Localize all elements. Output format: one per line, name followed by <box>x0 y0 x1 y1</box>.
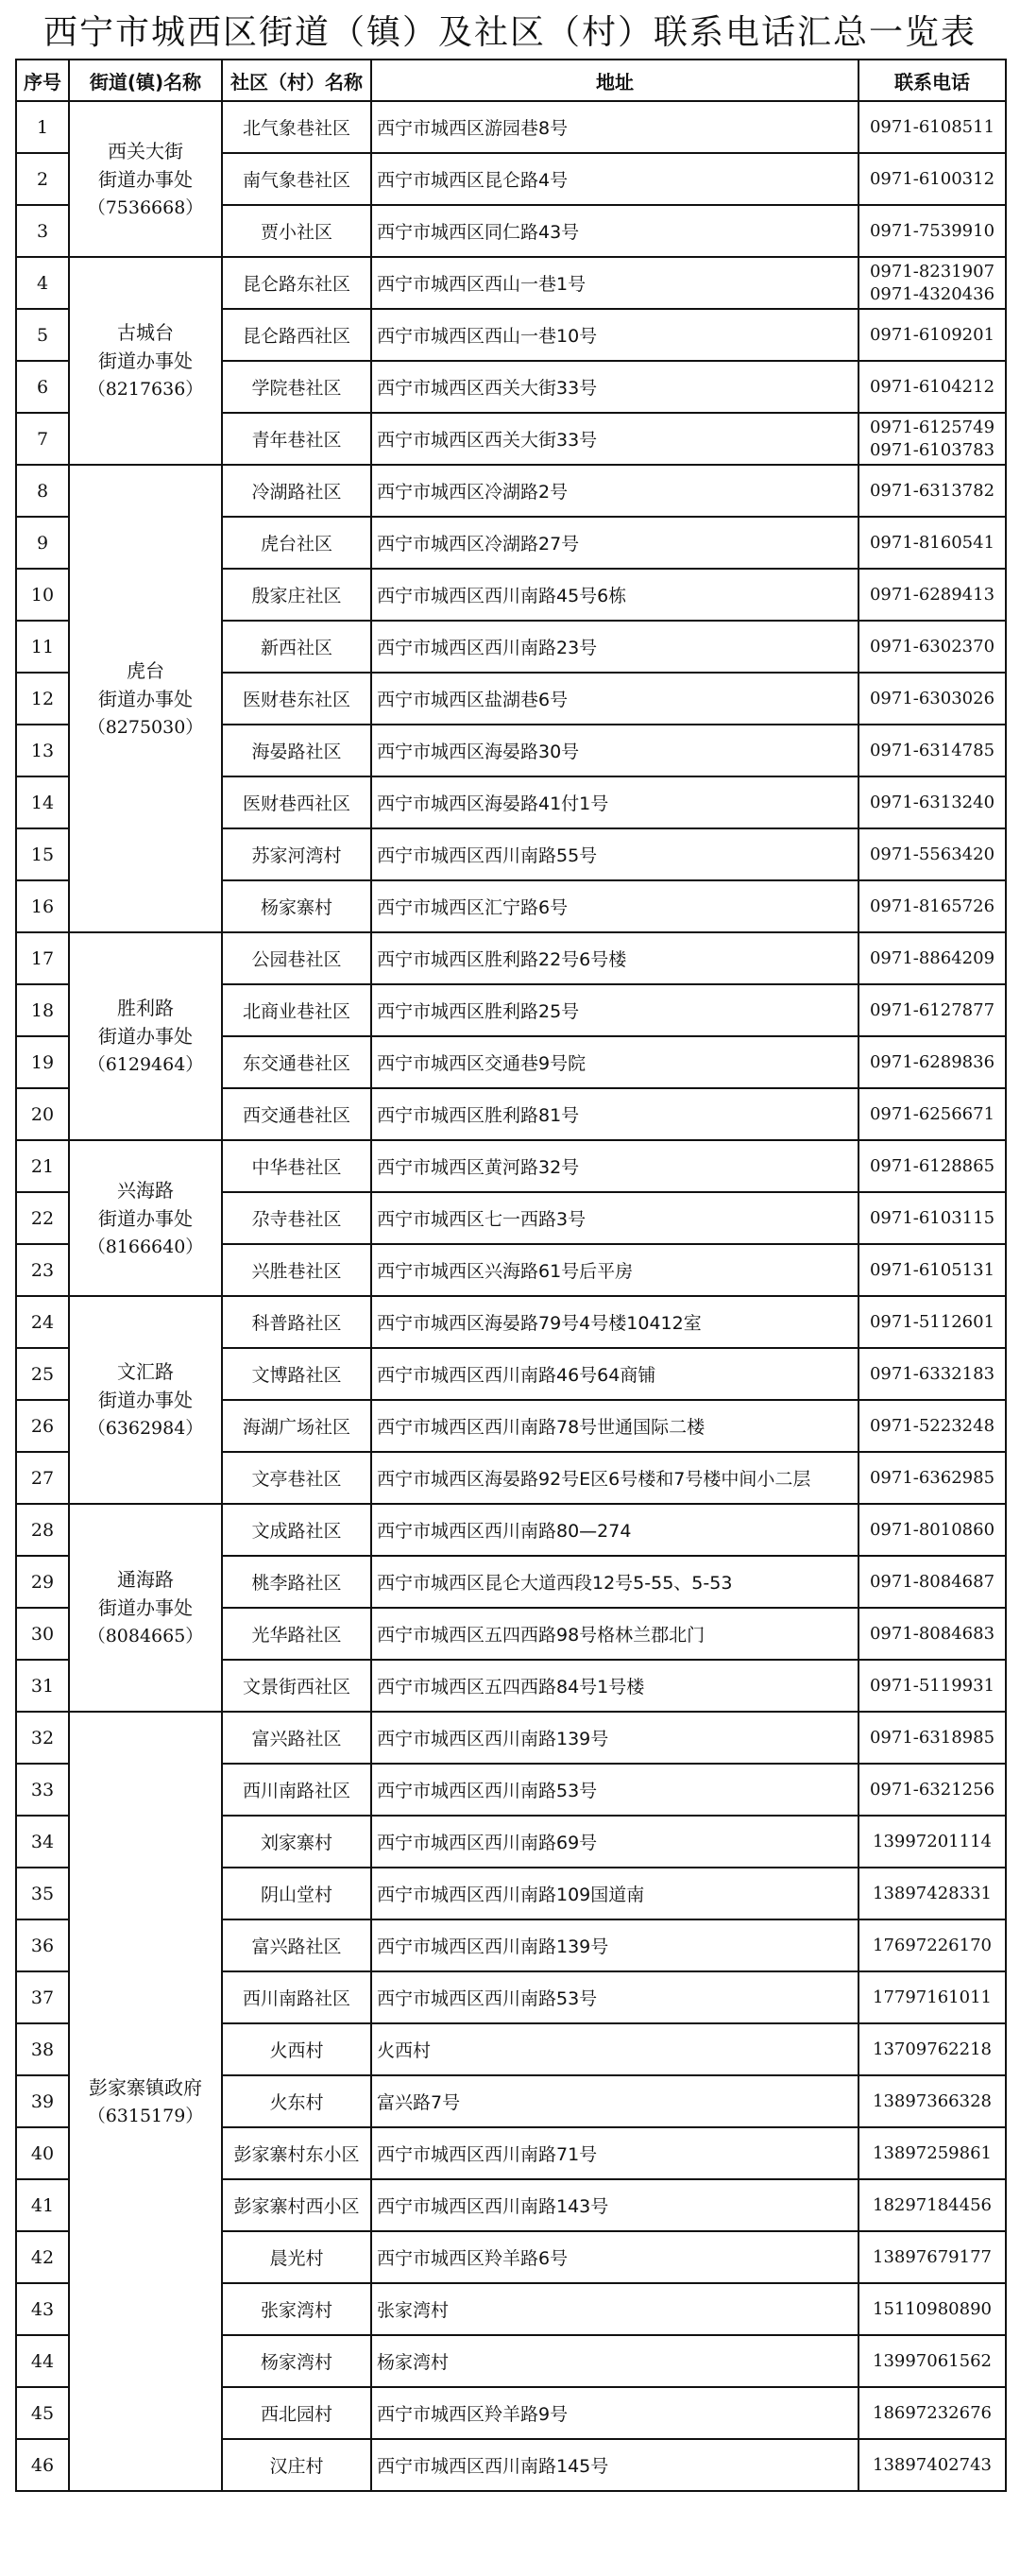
community-name: 西川南路社区 <box>222 1971 371 2023</box>
phone-cell <box>858 153 1006 205</box>
page-title: 西宁市城西区街道（镇）及社区（村）联系电话汇总一览表 <box>42 13 977 52</box>
row-index: 40 <box>16 2127 69 2179</box>
row-index: 28 <box>16 1504 69 1556</box>
phone-number: 0971-6125749 <box>869 417 995 437</box>
community-name: 阴山堂村 <box>222 1868 371 1919</box>
street-office-name: 通海路 <box>117 1568 174 1591</box>
community-name: 科普路社区 <box>222 1296 371 1348</box>
row-index: 18 <box>16 984 69 1036</box>
phone-number: 0971-5112601 <box>869 1311 995 1332</box>
phone-number: 0971-8084683 <box>869 1623 995 1644</box>
phone-cell <box>858 361 1006 413</box>
phone-number: 0971-6109201 <box>869 324 995 345</box>
row-index: 10 <box>16 569 69 621</box>
address: 西宁市城西区昆仑路4号 <box>371 153 858 205</box>
address: 西宁市城西区西川南路143号 <box>371 2179 858 2231</box>
address: 富兴路7号 <box>371 2075 858 2127</box>
row-index: 19 <box>16 1036 69 1088</box>
address: 火西村 <box>371 2023 858 2075</box>
street-office-name: 文汇路 <box>117 1360 174 1383</box>
row-index: 2 <box>16 153 69 205</box>
street-office-cell <box>69 1712 222 2491</box>
row-index: 15 <box>16 828 69 880</box>
row-index: 46 <box>16 2439 69 2491</box>
community-name: 晨光村 <box>222 2231 371 2283</box>
community-name: 西北园村 <box>222 2387 371 2439</box>
row-index: 33 <box>16 1764 69 1816</box>
row-index: 43 <box>16 2283 69 2335</box>
phone-cell <box>858 2439 1006 2491</box>
phone-number: 0971-7539910 <box>869 220 995 241</box>
phone-number: 13897259861 <box>873 2142 992 2163</box>
phone-cell <box>858 1608 1006 1660</box>
address: 西宁市城西区海晏路92号E区6号楼和7号楼中间小二层 <box>371 1452 858 1504</box>
community-name: 西川南路社区 <box>222 1764 371 1816</box>
row-index: 38 <box>16 2023 69 2075</box>
street-office-name: 古城台 <box>117 321 174 344</box>
phone-number: 0971-6303026 <box>869 688 995 708</box>
street-office-cell <box>69 932 222 1140</box>
phone-cell <box>858 2231 1006 2283</box>
street-office-name: 街道办事处 <box>98 167 193 191</box>
phone-number: 13709762218 <box>873 2039 992 2059</box>
row-index: 1 <box>16 101 69 153</box>
community-name: 中华巷社区 <box>222 1140 371 1192</box>
community-name: 医财巷东社区 <box>222 673 371 725</box>
address: 西宁市城西区西川南路23号 <box>371 621 858 673</box>
row-index: 9 <box>16 517 69 569</box>
address: 西宁市城西区冷湖路2号 <box>371 465 858 517</box>
phone-number: 13997061562 <box>873 2350 992 2371</box>
community-name: 杨家湾村 <box>222 2335 371 2387</box>
phone-number: 17697226170 <box>873 1935 992 1955</box>
row-index: 34 <box>16 1816 69 1868</box>
row-index: 32 <box>16 1712 69 1764</box>
community-name: 文成路社区 <box>222 1504 371 1556</box>
address: 西宁市城西区五四西路84号1号楼 <box>371 1660 858 1712</box>
phone-cell <box>858 673 1006 725</box>
address: 西宁市城西区游园巷8号 <box>371 101 858 153</box>
phone-number: 0971-8231907 <box>869 261 995 281</box>
phone-cell <box>858 984 1006 1036</box>
phone-cell <box>858 465 1006 517</box>
row-index: 22 <box>16 1192 69 1244</box>
table-row <box>16 1296 1006 1348</box>
community-name: 殷家庄社区 <box>222 569 371 621</box>
community-name: 北商业巷社区 <box>222 984 371 1036</box>
phone-cell <box>858 1296 1006 1348</box>
phone-cell <box>858 1140 1006 1192</box>
row-index: 25 <box>16 1348 69 1400</box>
phone-number: 0971-8160541 <box>869 532 995 553</box>
table-row <box>16 465 1006 517</box>
address: 西宁市城西区西川南路139号 <box>371 1712 858 1764</box>
community-name: 东交通巷社区 <box>222 1036 371 1088</box>
table-row <box>16 101 1006 153</box>
row-index: 16 <box>16 880 69 932</box>
street-office-name: 胜利路 <box>117 997 174 1019</box>
phone-cell <box>858 413 1006 465</box>
phone-number: 0971-6256671 <box>869 1103 995 1124</box>
row-index: 8 <box>16 465 69 517</box>
address: 西宁市城西区西川南路109国道南 <box>371 1868 858 1919</box>
street-office-name: 街道办事处 <box>98 350 193 372</box>
phone-cell <box>858 2283 1006 2335</box>
community-name: 海湖广场社区 <box>222 1400 371 1452</box>
phone-number: 18697232676 <box>873 2402 992 2423</box>
street-office-phone: （6315179） <box>87 2105 204 2126</box>
community-name: 医财巷西社区 <box>222 776 371 828</box>
community-name: 南气象巷社区 <box>222 153 371 205</box>
phone-number: 0971-5223248 <box>869 1415 995 1436</box>
row-index: 39 <box>16 2075 69 2127</box>
community-name: 杨家寨村 <box>222 880 371 932</box>
community-name: 火东村 <box>222 2075 371 2127</box>
address: 西宁市城西区西川南路55号 <box>371 828 858 880</box>
row-index: 31 <box>16 1660 69 1712</box>
row-index: 23 <box>16 1244 69 1296</box>
street-office-phone: （8166640） <box>87 1236 204 1257</box>
phone-cell <box>858 517 1006 569</box>
community-name: 桃李路社区 <box>222 1556 371 1608</box>
phone-cell <box>858 569 1006 621</box>
header-street: 街道(镇)名称 <box>69 60 222 101</box>
community-name: 刘家寨村 <box>222 1816 371 1868</box>
phone-cell <box>858 2075 1006 2127</box>
phone-number: 17797161011 <box>873 1987 992 2007</box>
community-name: 火西村 <box>222 2023 371 2075</box>
community-name: 学院巷社区 <box>222 361 371 413</box>
phone-cell <box>858 1088 1006 1140</box>
street-office-cell <box>69 101 222 257</box>
row-index: 5 <box>16 309 69 361</box>
row-index: 12 <box>16 673 69 725</box>
street-office-phone: （7536668） <box>87 196 204 218</box>
address: 西宁市城西区胜利路25号 <box>371 984 858 1036</box>
phone-number: 0971-8010860 <box>869 1519 995 1540</box>
phone-cell <box>858 1919 1006 1971</box>
row-index: 44 <box>16 2335 69 2387</box>
contact-table <box>15 59 1007 2492</box>
phone-number: 0971-6321256 <box>869 1779 995 1800</box>
phone-number: 0971-5119931 <box>869 1675 995 1696</box>
phone-number: 0971-6103783 <box>869 439 995 460</box>
phone-cell <box>858 725 1006 776</box>
phone-cell <box>858 309 1006 361</box>
phone-number: 13897366328 <box>873 2090 992 2111</box>
header-community: 社区（村）名称 <box>222 60 371 101</box>
address: 西宁市城西区冷湖路27号 <box>371 517 858 569</box>
community-name: 西交通巷社区 <box>222 1088 371 1140</box>
header-index: 序号 <box>16 60 69 101</box>
address: 西宁市城西区同仁路43号 <box>371 205 858 257</box>
row-index: 11 <box>16 621 69 673</box>
phone-number: 0971-6313240 <box>869 792 995 812</box>
address: 西宁市城西区羚羊路6号 <box>371 2231 858 2283</box>
table-row <box>16 257 1006 309</box>
address: 西宁市城西区交通巷9号院 <box>371 1036 858 1088</box>
phone-cell <box>858 101 1006 153</box>
community-name: 兴胜巷社区 <box>222 1244 371 1296</box>
address: 杨家湾村 <box>371 2335 858 2387</box>
community-name: 虎台社区 <box>222 517 371 569</box>
header-phone: 联系电话 <box>858 60 1006 101</box>
row-index: 41 <box>16 2179 69 2231</box>
phone-cell <box>858 1244 1006 1296</box>
row-index: 17 <box>16 932 69 984</box>
row-index: 3 <box>16 205 69 257</box>
phone-cell <box>858 1816 1006 1868</box>
community-name: 彭家寨村西小区 <box>222 2179 371 2231</box>
phone-number: 0971-6108511 <box>869 116 995 137</box>
phone-number: 0971-6105131 <box>869 1259 995 1280</box>
address: 张家湾村 <box>371 2283 858 2335</box>
row-index: 14 <box>16 776 69 828</box>
community-name: 汉庄村 <box>222 2439 371 2491</box>
row-index: 21 <box>16 1140 69 1192</box>
row-index: 13 <box>16 725 69 776</box>
address: 西宁市城西区海晏路79号4号楼10412室 <box>371 1296 858 1348</box>
table-body <box>16 101 1006 2491</box>
phone-number: 0971-6104212 <box>869 376 995 397</box>
address: 西宁市城西区昆仑大道西段12号5-55、5-53 <box>371 1556 858 1608</box>
street-office-phone: （8084665） <box>87 1626 204 1646</box>
street-office-phone: （6129464） <box>87 1054 204 1075</box>
phone-cell <box>858 1504 1006 1556</box>
row-index: 6 <box>16 361 69 413</box>
row-index: 30 <box>16 1608 69 1660</box>
address: 西宁市城西区汇宁路6号 <box>371 880 858 932</box>
street-office-name: 街道办事处 <box>98 1596 193 1619</box>
address: 西宁市城西区五四西路98号格林兰郡北门 <box>371 1608 858 1660</box>
address: 西宁市城西区西川南路69号 <box>371 1816 858 1868</box>
street-office-name: 街道办事处 <box>98 1389 193 1411</box>
address: 西宁市城西区西川南路46号64商铺 <box>371 1348 858 1400</box>
community-name: 昆仑路西社区 <box>222 309 371 361</box>
street-office-name: 街道办事处 <box>98 687 193 710</box>
row-index: 37 <box>16 1971 69 2023</box>
phone-cell <box>858 1660 1006 1712</box>
row-index: 24 <box>16 1296 69 1348</box>
phone-cell <box>858 1868 1006 1919</box>
row-index: 36 <box>16 1919 69 1971</box>
phone-number: 13897402743 <box>873 2454 992 2475</box>
community-name: 苏家河湾村 <box>222 828 371 880</box>
address: 西宁市城西区胜利路22号6号楼 <box>371 932 858 984</box>
row-index: 45 <box>16 2387 69 2439</box>
address: 西宁市城西区西川南路71号 <box>371 2127 858 2179</box>
address: 西宁市城西区海晏路41付1号 <box>371 776 858 828</box>
phone-number: 0971-8084687 <box>869 1571 995 1592</box>
address: 西宁市城西区兴海路61号后平房 <box>371 1244 858 1296</box>
address: 西宁市城西区西山一巷1号 <box>371 257 858 309</box>
table-row <box>16 1504 1006 1556</box>
address: 西宁市城西区海晏路30号 <box>371 725 858 776</box>
row-index: 4 <box>16 257 69 309</box>
community-name: 海晏路社区 <box>222 725 371 776</box>
address: 西宁市城西区七一西路3号 <box>371 1192 858 1244</box>
street-office-cell <box>69 1504 222 1712</box>
phone-number: 0971-6314785 <box>869 740 995 760</box>
table-row <box>16 1140 1006 1192</box>
row-index: 29 <box>16 1556 69 1608</box>
phone-number: 0971-8165726 <box>869 896 995 916</box>
address: 西宁市城西区羚羊路9号 <box>371 2387 858 2439</box>
phone-number: 0971-5563420 <box>869 844 995 864</box>
phone-cell <box>858 257 1006 309</box>
street-office-name: 街道办事处 <box>98 1206 193 1230</box>
phone-number: 13897679177 <box>873 2246 992 2267</box>
phone-number: 0971-6289836 <box>869 1051 995 1072</box>
address: 西宁市城西区西川南路78号世通国际二楼 <box>371 1400 858 1452</box>
community-name: 富兴路社区 <box>222 1712 371 1764</box>
phone-number: 0971-4320436 <box>869 283 995 304</box>
street-office-phone: （8275030） <box>87 716 204 738</box>
phone-cell <box>858 776 1006 828</box>
phone-cell <box>858 2023 1006 2075</box>
phone-number: 0971-8864209 <box>869 947 995 968</box>
community-name: 昆仑路东社区 <box>222 257 371 309</box>
phone-number: 0971-6362985 <box>869 1467 995 1488</box>
street-office-phone: （6362984） <box>87 1418 204 1439</box>
community-name: 文博路社区 <box>222 1348 371 1400</box>
address: 西宁市城西区西川南路45号6栋 <box>371 569 858 621</box>
phone-number: 0971-6127877 <box>869 999 995 1020</box>
phone-cell <box>858 1400 1006 1452</box>
address: 西宁市城西区西川南路53号 <box>371 1764 858 1816</box>
phone-number: 13897428331 <box>873 1883 992 1903</box>
street-office-name: 虎台 <box>127 658 164 682</box>
phone-cell <box>858 2127 1006 2179</box>
phone-cell <box>858 1348 1006 1400</box>
phone-cell <box>858 205 1006 257</box>
address: 西宁市城西区西川南路145号 <box>371 2439 858 2491</box>
phone-cell <box>858 2387 1006 2439</box>
street-office-cell <box>69 1296 222 1504</box>
phone-number: 0971-6318985 <box>869 1727 995 1748</box>
community-name: 文景街西社区 <box>222 1660 371 1712</box>
phone-cell <box>858 621 1006 673</box>
phone-number: 15110980890 <box>873 2298 992 2319</box>
address: 西宁市城西区黄河路32号 <box>371 1140 858 1192</box>
address: 西宁市城西区西川南路53号 <box>371 1971 858 2023</box>
community-name: 公园巷社区 <box>222 932 371 984</box>
row-index: 7 <box>16 413 69 465</box>
header-address: 地址 <box>371 60 858 101</box>
row-index: 26 <box>16 1400 69 1452</box>
phone-cell <box>858 1556 1006 1608</box>
street-office-cell <box>69 257 222 465</box>
phone-number: 0971-6128865 <box>869 1155 995 1176</box>
address: 西宁市城西区西川南路139号 <box>371 1919 858 1971</box>
row-index: 35 <box>16 1868 69 1919</box>
address: 西宁市城西区西山一巷10号 <box>371 309 858 361</box>
community-name: 新西社区 <box>222 621 371 673</box>
community-name: 北气象巷社区 <box>222 101 371 153</box>
phone-cell <box>858 2335 1006 2387</box>
phone-number: 0971-6313782 <box>869 480 995 501</box>
table-row <box>16 1712 1006 1764</box>
street-office-name: 彭家寨镇政府 <box>89 2075 202 2099</box>
community-name: 富兴路社区 <box>222 1919 371 1971</box>
phone-number: 0971-6100312 <box>869 168 995 189</box>
community-name: 文亭巷社区 <box>222 1452 371 1504</box>
street-office-cell <box>69 465 222 932</box>
community-name: 青年巷社区 <box>222 413 371 465</box>
address: 西宁市城西区西川南路80—274 <box>371 1504 858 1556</box>
address: 西宁市城西区胜利路81号 <box>371 1088 858 1140</box>
phone-cell <box>858 1452 1006 1504</box>
community-name: 贾小社区 <box>222 205 371 257</box>
phone-number: 0971-6332183 <box>869 1363 995 1384</box>
address: 西宁市城西区西关大街33号 <box>371 413 858 465</box>
phone-cell <box>858 932 1006 984</box>
community-name: 光华路社区 <box>222 1608 371 1660</box>
row-index: 42 <box>16 2231 69 2283</box>
phone-number: 0971-6103115 <box>869 1207 995 1228</box>
phone-number: 18297184456 <box>873 2194 992 2215</box>
address: 西宁市城西区西关大街33号 <box>371 361 858 413</box>
table-row <box>16 932 1006 984</box>
street-office-name: 兴海路 <box>117 1178 174 1202</box>
phone-cell <box>858 2179 1006 2231</box>
row-index: 27 <box>16 1452 69 1504</box>
street-office-name: 街道办事处 <box>98 1025 193 1048</box>
phone-cell <box>858 1971 1006 2023</box>
row-index: 20 <box>16 1088 69 1140</box>
community-name: 彭家寨村东小区 <box>222 2127 371 2179</box>
phone-number: 0971-6289413 <box>869 584 995 605</box>
phone-number: 13997201114 <box>873 1831 992 1851</box>
community-name: 张家湾村 <box>222 2283 371 2335</box>
street-office-cell <box>69 1140 222 1296</box>
community-name: 冷湖路社区 <box>222 465 371 517</box>
phone-cell <box>858 828 1006 880</box>
phone-cell <box>858 1712 1006 1764</box>
street-office-phone: （8217636） <box>87 379 204 400</box>
community-name: 尕寺巷社区 <box>222 1192 371 1244</box>
street-office-name: 西关大街 <box>108 139 183 162</box>
address: 西宁市城西区盐湖巷6号 <box>371 673 858 725</box>
phone-cell <box>858 1764 1006 1816</box>
phone-number: 0971-6302370 <box>869 636 995 657</box>
header-row <box>16 60 1006 101</box>
phone-cell <box>858 1192 1006 1244</box>
phone-cell <box>858 1036 1006 1088</box>
phone-cell <box>858 880 1006 932</box>
